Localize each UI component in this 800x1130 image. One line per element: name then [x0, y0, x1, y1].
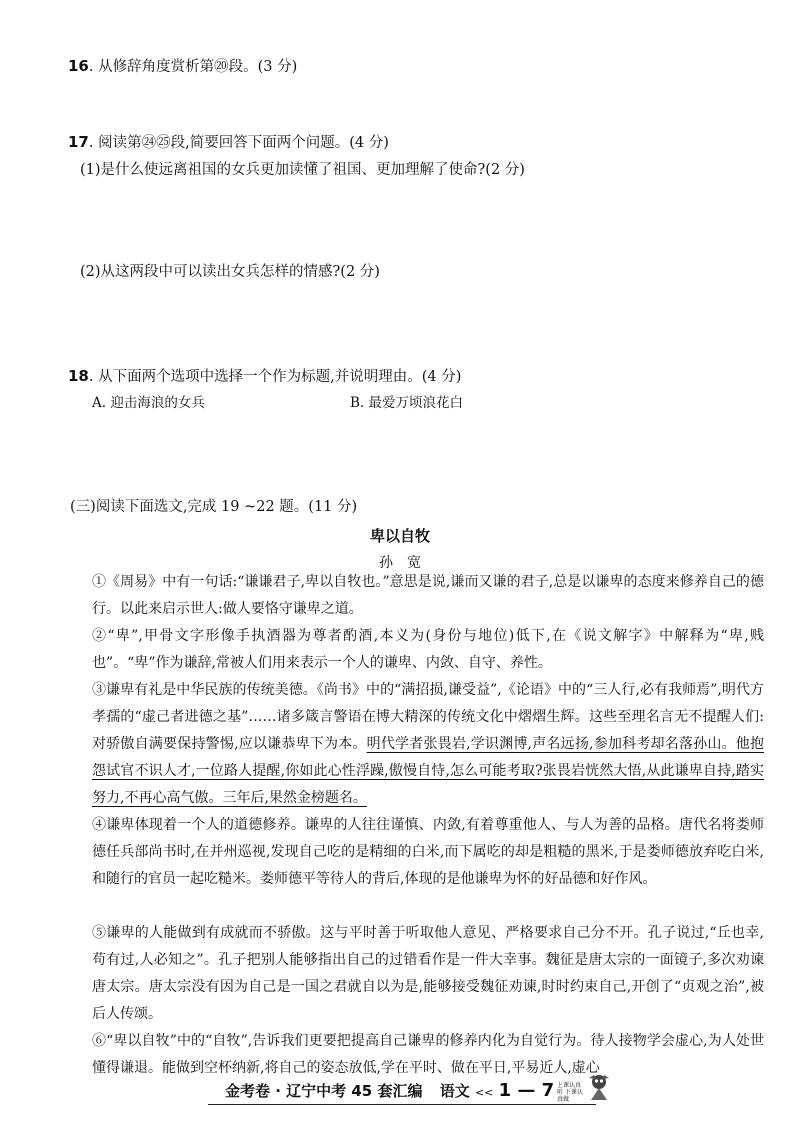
footer-subject: 语文	[439, 1082, 470, 1100]
question-number: 17	[68, 133, 89, 151]
question-16	[68, 56, 297, 77]
paragraph-text: ③谦卑有礼是中华民族的传统美德。《尚书》中的“满招损,谦受益”,《论语》中的“三人行,必有我师焉”,明代方孝孺的“虚己者进德之基”……诸多箴言警语在博大精深的传统文化中熠熠生辉。这些至理名言无不提醒人们:对骄傲自满要保持警惕,应以谦恭卑下为本。	[92, 682, 764, 752]
paragraph-text: ④谦卑体现着一个人的道德修养。谦卑的人往往谨慎、内敛,有着尊重他人、与人为善的品格。唐代名将娄师德任兵部尚书时,在并州巡视,发现自己吃的是精细的白米,而下属吃的却是粗糙的黑米,于是娄师德放弃吃白米,和随行的官员一起吃糙米。娄师德平等待人的背后,体现的是他谦卑为怀的好品德和好作风。	[92, 817, 764, 887]
paragraph-text: ⑤谦卑的人能做到有成就而不骄傲。这与平时善于听取他人意见、严格要求自己分不开。孔子说过,“丘也幸,苟有过,人必知之”。孔子把别人能够指出自己的过错看作是一件大幸事。魏征是唐太宗的一面镜子,多次劝谏唐太宗。唐太宗没有因为自己是一国之君就自以为是,能够接受魏征劝谏,时时约束自己,开创了“贞观之治”,被后人传颂。	[92, 925, 764, 1022]
option-a: A. 迎击海浪的女兵	[92, 395, 205, 411]
question-17-sub-1: (1)是什么使远离祖国的女兵更加读懂了祖国、更加理解了使命?(2 分)	[80, 162, 525, 178]
footer-brand: 金考卷 · 辽宁中考 45 套汇编	[225, 1082, 423, 1100]
footer-label	[225, 1080, 554, 1101]
page-number: 1 — 7	[498, 1080, 555, 1101]
page-footer	[0, 1070, 800, 1110]
question-number: 16	[68, 57, 89, 75]
footer-slogan: 上课认真听 下课认真做	[557, 1082, 583, 1103]
question-text: . 阅读第㉔㉕段,简要回答下面两个问题。(4 分)	[88, 135, 389, 151]
option-b: B. 最爱万顷浪花白	[350, 395, 464, 411]
question-number: 18	[68, 367, 89, 385]
paragraph-1	[92, 569, 764, 623]
paragraph-text: ⑥“卑以自牧”中的“自牧”,告诉我们更要把提高自己谦卑的修养内化为自觉行为。待人接物学会虚心,为人处世懂得谦退。能做到空杯纳新,将自己的姿态放低,学在平时、做在平日,平易近人,虚心	[92, 1033, 764, 1076]
article-author: 孙宽	[379, 555, 435, 571]
question-17-sub-2: (2)从这两段中可以读出女兵怎样的情感?(2 分)	[80, 264, 380, 280]
mascot-icon	[586, 1072, 612, 1102]
footer-arrows: <<	[474, 1086, 494, 1099]
section-intro: (三)阅读下面选文,完成 19 ~22 题。(11 分)	[70, 499, 358, 515]
paragraph-text: ①《周易》中有一句话:“谦谦君子,卑以自牧也。”意思是说,谦而又谦的君子,总是以谦卑的态度来修养自己的德行。以此来启示世人:做人要恪守谦卑之道。	[92, 574, 764, 617]
question-text: . 从修辞角度赏析第⑳段。(3 分)	[88, 59, 298, 75]
paragraph-2	[92, 623, 764, 677]
question-18	[68, 366, 461, 387]
question-17	[68, 132, 389, 153]
paragraph-3	[92, 677, 764, 812]
footer-rule	[208, 1104, 596, 1105]
article-title: 卑以自牧	[369, 527, 430, 545]
question-text: . 从下面两个选项中选择一个作为标题,并说明理由。(4 分)	[88, 369, 462, 385]
paragraph-4	[92, 812, 764, 893]
paragraph-text: ②“卑”,甲骨文字形像手执酒器为尊者酌酒,本义为(身份与地位)低下,在《说文解字》中解释为“卑,贱也”。“卑”作为谦辞,常被人们用来表示一个人的谦卑、内敛、自守、养性。	[92, 628, 764, 671]
paragraph-5	[92, 920, 764, 1028]
underlined-passage: 明代学者张畏岩,学识渊博,声名远扬,参加科考却名落孙山。他抱怨试官不识人才,一位路人提醒,你如此心性浮躁,傲慢自恃,怎么可能考取?张畏岩恍然大悟,从此谦卑自持,踏实努力,不再心高气傲。三年后,果然金榜题名。	[92, 736, 764, 806]
